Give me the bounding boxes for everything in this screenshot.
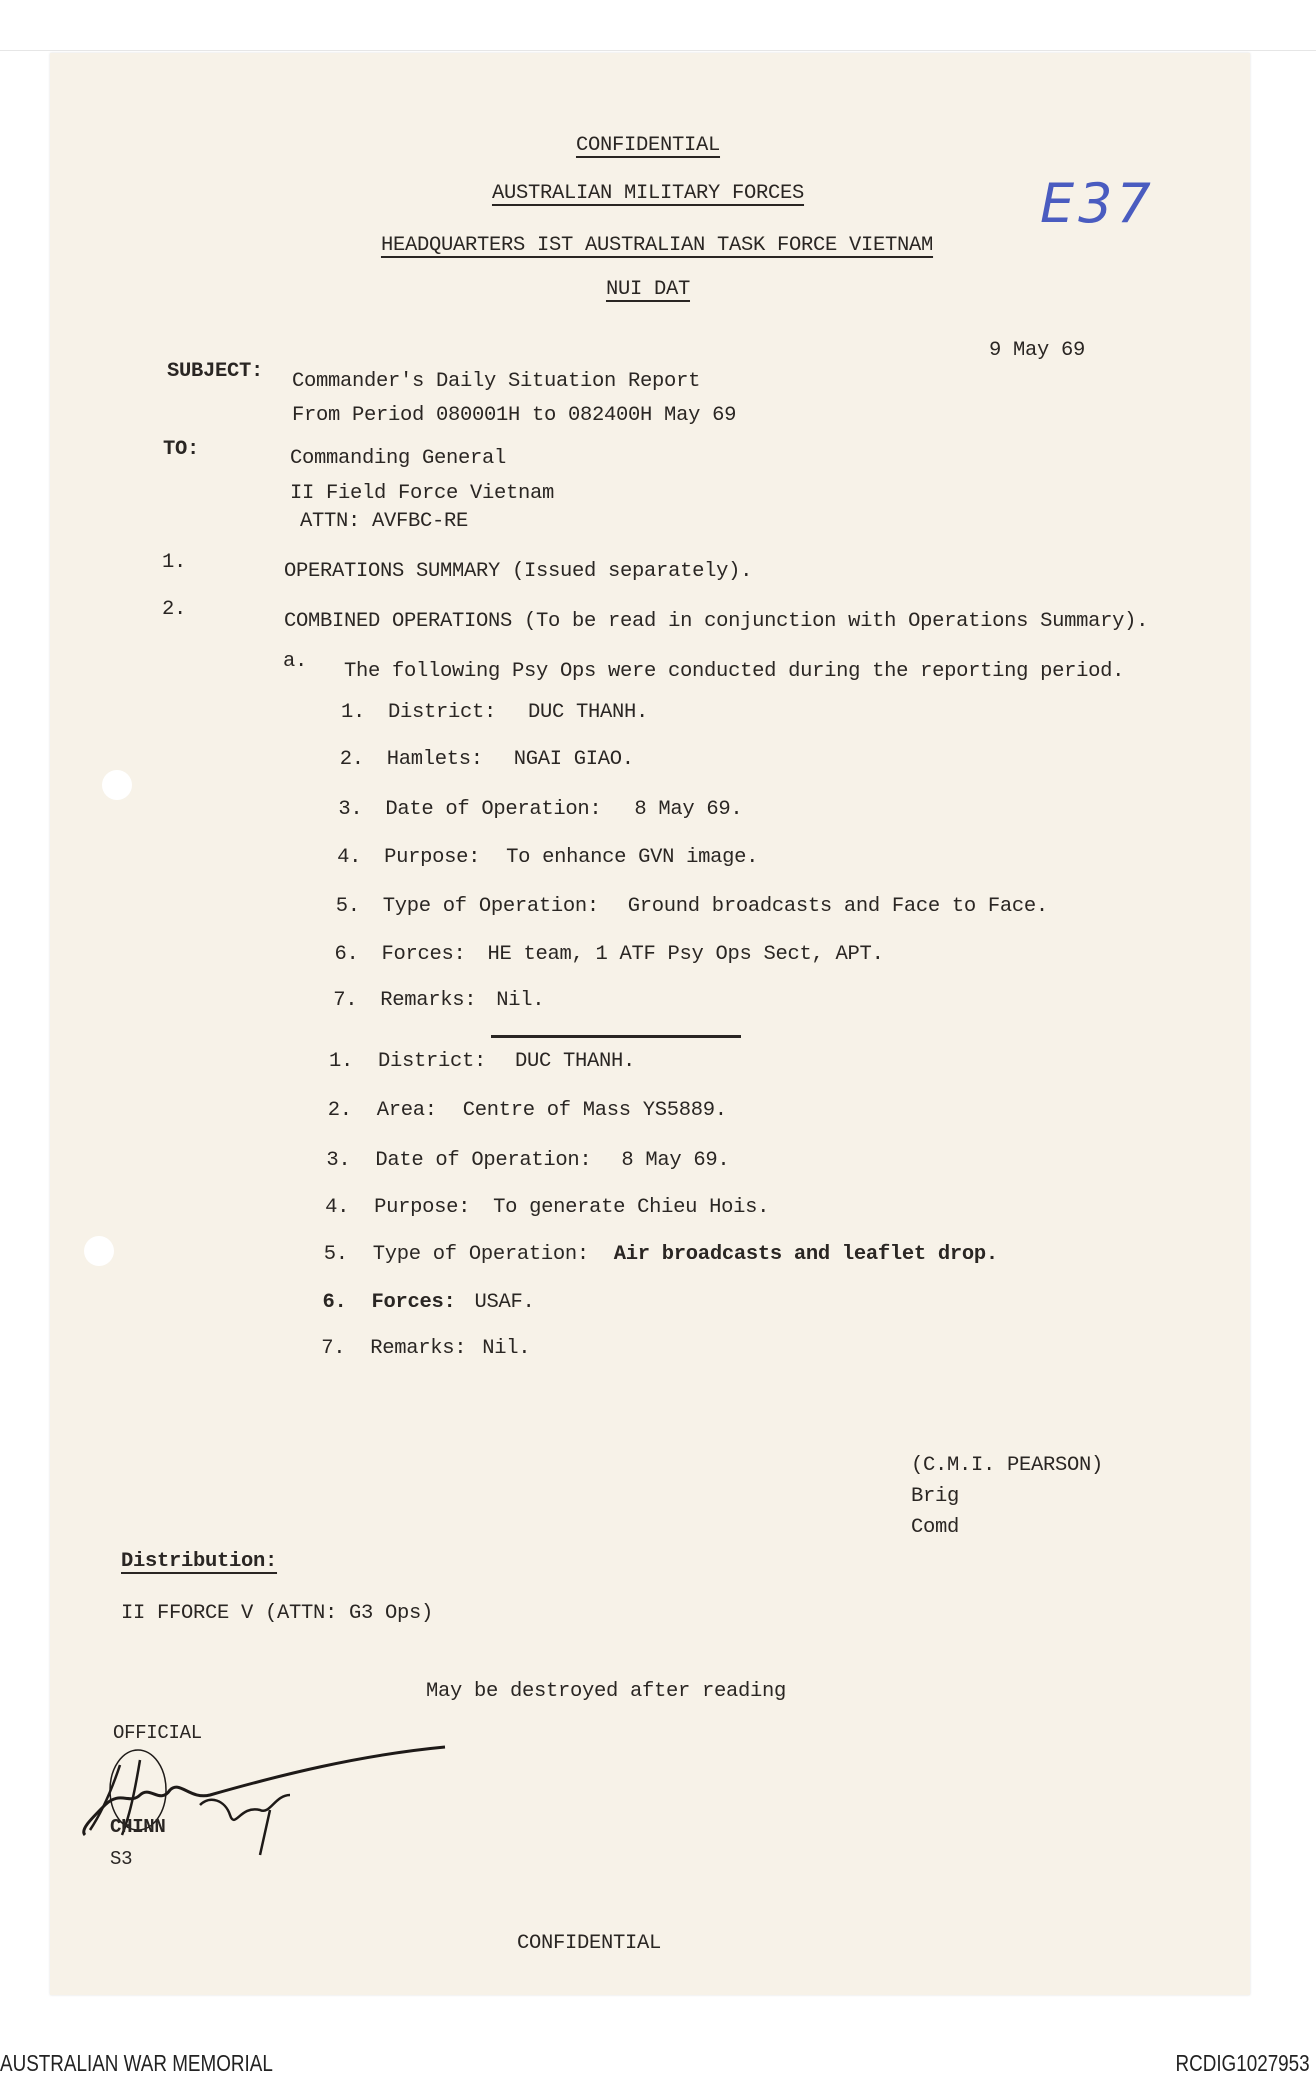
list-item-number: 1. [329,1050,354,1073]
section-number: 1. [162,551,187,574]
signatory-appointment: Comd [911,1516,960,1539]
footer-institution: AUSTRALIAN WAR MEMORIAL [0,2050,273,2076]
subject-line2: From Period 080001H to 082400H May 69 [292,404,737,427]
to-label: TO: [163,438,200,461]
punch-hole [84,1236,114,1266]
org-title: AUSTRALIAN MILITARY FORCES [491,182,805,205]
list-item-number: 5. [323,1243,348,1266]
list-item-value: Centre of Mass YS5889. [462,1099,727,1122]
list-item-number: 6. [334,943,359,966]
list-item-label: Hamlets: [386,748,483,771]
list-item-label: Type of Operation: [382,895,599,918]
list-item-number: 6. [322,1291,347,1314]
list-item-label: Remarks: [380,989,477,1012]
distribution-label: Distribution: [121,1550,278,1573]
list-item-value: DUC THANH. [528,701,649,724]
list-item-value: HE team, 1 ATF Psy Ops Sect, APT. [487,943,884,966]
distribution-line: II FFORCE V (ATTN: G3 Ops) [121,1602,434,1625]
list-item-value: NGAI GIAO. [513,748,634,771]
scan-edge [0,50,1316,51]
hq-title: HEADQUARTERS IST AUSTRALIAN TASK FORCE VIETNAM [380,234,934,257]
list-item-number: 1. [341,701,366,724]
list-item-number: 2. [339,748,364,771]
list-item-value: DUC THANH. [515,1050,636,1073]
footer-record-id: RCDIG1027953 [1175,2050,1310,2076]
list-item-value: Nil. [482,1337,531,1360]
list-item-number: 3. [338,798,363,821]
file-mark: E37 [1040,172,1155,235]
list-item-number: 7. [321,1337,346,1360]
list-item-label: Type of Operation: [372,1243,589,1266]
classification-bottom: CONFIDENTIAL [517,1932,662,1955]
list-item-value: Air broadcasts and leaflet drop. [613,1243,998,1266]
separator-line [491,1035,741,1038]
list-item-number: 3. [326,1149,351,1172]
list-item-value: 8 May 69. [621,1149,730,1172]
punch-hole [102,770,132,800]
list-item-label: Purpose: [384,846,481,869]
list-item-label: Forces: [381,943,466,966]
to-line3: ATTN: AVFBC-RE [300,510,469,533]
to-line2: II Field Force Vietnam [290,482,555,505]
section-text: COMBINED OPERATIONS (To be read in conjunction with Operations Summary). [284,610,1149,633]
official-name: CHINN [110,1816,166,1838]
list-item-value: Nil. [496,989,545,1012]
list-item-value: To enhance GVN image. [506,846,759,869]
list-item-label: Area: [376,1099,437,1122]
list-item-label: Date of Operation: [375,1149,592,1172]
list-item-number: 2. [327,1099,352,1122]
section-text: OPERATIONS SUMMARY (Issued separately). [284,560,753,583]
list-item-label: Date of Operation: [385,798,602,821]
official-label: OFFICIAL [113,1722,202,1744]
list-item-label: Purpose: [374,1196,471,1219]
list-item-number: 4. [325,1196,350,1219]
to-line1: Commanding General [290,447,507,470]
list-item-number: 4. [337,846,362,869]
list-item-number: 7. [333,989,358,1012]
section-number: 2. [162,598,187,621]
document-date: 9 May 69 [989,339,1086,362]
subject-label: SUBJECT: [167,360,264,383]
list-item-value: Ground broadcasts and Face to Face. [627,895,1048,918]
list-item-label: Forces: [371,1291,456,1314]
classification-top: CONFIDENTIAL [575,134,721,157]
list-item-value: 8 May 69. [634,798,743,821]
signatory-name: (C.M.I. PEARSON) [911,1454,1104,1477]
destroy-note: May be destroyed after reading [426,1680,787,1703]
list-item-value: USAF. [474,1291,535,1314]
list-item-label: District: [378,1050,487,1073]
official-appointment: S3 [110,1848,133,1870]
signatory-rank: Brig [911,1485,960,1508]
list-item-label: District: [388,701,497,724]
list-item-label: Remarks: [370,1337,467,1360]
para-a-number: a. [283,650,308,673]
para-a-text: The following Psy Ops were conducted during the reporting period. [344,660,1125,683]
list-item-value: To generate Chieu Hois. [493,1196,770,1219]
subject-line1: Commander's Daily Situation Report [292,370,701,393]
list-item-number: 5. [335,895,360,918]
location-title: NUI DAT [605,278,691,301]
